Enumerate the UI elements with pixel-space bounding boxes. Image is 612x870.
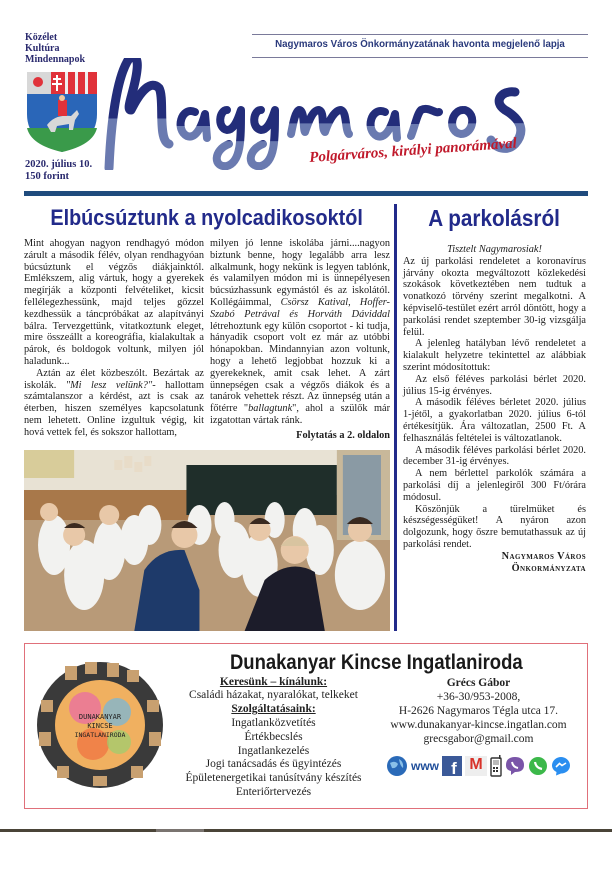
text-run: ", ahol a szülők már izgatottan vártak ránk. [210,403,390,426]
paragraph: Az első féléves parkolási bérlet 2020. július 15-ig érvényes. [403,373,586,397]
messenger-icon[interactable] [551,756,571,776]
logo-text: KINCSE [87,721,113,730]
tagline-line: Kultúra [25,43,60,54]
service-item: Ingatlanközvetítés [231,716,316,729]
service-item: Ingatlankezelés [237,744,310,757]
gmail-letter: M [469,755,483,773]
paragraph: A jelenleg hatályban lévő rendeletet a kialakult helyzetre tekintettel az alábbiak szerint módosítottuk: [403,338,586,373]
ad-title: Dunakanyar Kincse Ingatlaniroda [229,650,523,674]
paragraph: Az új parkolási rendeletet a koronavírus járvány okozta megváltozott közlekedési szokások következtében nem tudtuk a vonatkozó törvény szerint megalkotni. A képviselő-testület ezért arról döntött, hogy a parkolási rendet szeptember 30-ig vizsgálja felül. [403,255,586,338]
facebook-letter: f [451,758,457,776]
quote: ballagtunk [248,403,293,415]
contact-icons [386,755,571,777]
ad-contact [390,676,566,747]
service-item: Értékbecslés [244,730,303,743]
ad-contact-area [380,676,577,777]
facebook-icon[interactable] [442,756,462,776]
article-left-col2 [210,238,390,442]
service-item: Enteriőrtervezés [235,785,312,798]
headline-right-wrap [401,204,588,232]
signature-line: Nagymaros Város [501,550,586,562]
contact-name: Grécs Gábor [446,676,511,689]
contact-email[interactable]: grecsgabor@gmail.com [423,733,534,746]
issue-date: 2020. július 10. [25,159,93,170]
paragraph: A nem bérlettel parkolók számára a parkolási díj a jelenlegiről 300 Ft/órára módosul. [403,468,586,503]
continued-link[interactable]: Folytatás a 2. oldalon [296,429,390,441]
coat-of-arms-icon [25,70,99,154]
paragraph [24,368,204,439]
paragraph: Köszönjük a türelmüket és készségességüket! A nyáron azon dolgozunk, hogy őszre bemutathassuk az új parkolási rendet. [403,503,586,550]
masthead [0,0,612,196]
services-heading: Szolgáltatásaink: [231,703,316,716]
tagline-line: Mindennapok [25,54,86,65]
names: Csörsz Katival, Hoffer-Szabó Petrával és Horváth Dáviddal [210,296,390,320]
text-run: Aztán az élet közbeszólt. Bezártak az iskolák. [24,367,204,391]
graduation-photo [24,450,390,631]
paragraph [210,238,390,427]
masthead-slogan: Polgárváros, királyi panorámával [308,135,518,167]
front-page-articles [24,204,588,631]
ad-title-wrap [175,650,577,676]
viber-icon[interactable] [505,756,525,776]
headline-left: Elbúcsúztunk a nyolcadikosoktól [50,205,364,230]
masthead-subtitle: Nagymaros Város Önkormányzatának havonta megjelenő lapja [275,39,565,50]
headline-left-wrap [24,204,390,232]
text-run: milyen jó lenne iskolába járni....nagyon biztunk benne, hogy legalább arra lesz alkalmunk, hogy nekünk is legyen tablónk, és valamilyen módon mi is ünnepélyesen búcsúzhassunk egymástól és az iskolától. Kollégáimmal, [210,238,390,308]
masthead-tagline [25,32,85,65]
signature-line: Önkormányzata [511,562,586,574]
paragraph: A második féléves parkolási bérlet 2020. december 31-ig érvényes. [403,444,586,468]
phone-icon[interactable] [490,755,502,777]
quote: "Mi lesz velünk?" [65,379,153,391]
headline-right: A parkolásról [428,205,561,231]
masthead-divider [24,191,588,196]
whatsapp-icon[interactable] [528,756,548,776]
text-run: létrehoztunk egy külön csoportot - ki tudja, hányadik csoport volt ez már az utóbbi hónapokban. Mindannyian azon voltunk, hogy a lehető legjobbat hozzuk ki a gyerekeknek, amit csak lehet. A zárt ünnepségen csak a végzős diákok és a tanárok vehettek részt. Az ünnepség után a főtérre " [210,320,390,415]
ad-services [175,676,372,800]
greeting: Tisztelt Nagymarosiak! [447,244,542,255]
paragraph: Mint ahogyan nagyon rendhagyó módon zárult a második félév, olyan rendhagyóan búcsúztunk el végzős diákjainktól. Emlékszem, alig vártuk, hogy a gyerekek megírják a központi felvételiket, kicsit fellélegezhessünk, majd teljes gőzzel kezdhessük a táncpróbákat az alapítványi bálra. Tervezgettünk, vitatkoztunk eleget, mire összeállt a koreográfia, kialakultak a párok, és boldogok voltunk, milyen jól haladunk... [24,238,204,367]
article-right-body [401,244,588,574]
search-heading: Keresünk – kínálunk: [219,675,328,688]
issue-info [25,159,92,183]
text-run: - hallottam számtalanszor a kérdést, azt is csak az éterben, hiszen személyes kapcsolatunk nem lehetett. Online izgultuk végig, kit hová vettek fel, és sokszor hallottam, [24,379,204,438]
horizontal-scrollbar[interactable] [0,829,612,832]
contact-phone[interactable]: +36-30/953-2008, [436,690,521,703]
service-item: Jogi tanácsadás és ügyintézés [205,758,342,771]
globe-icon[interactable] [386,755,408,777]
paragraph: A második féléves bérletet 2020. július 1-jétől, a gyakorlatban 2020. július 6-tól értékesítjük. Ára változatlan, 2500 Ft. A felhasználás feltételei is változatlanok. [403,397,586,444]
advertisement-box [24,643,588,809]
www-label[interactable]: www [410,758,439,773]
real-estate-logo [35,660,165,790]
logo-text: DUNAKANYAR [78,712,122,721]
search-text: Családi házakat, nyaralókat, telkeket [189,689,358,702]
article-right [401,204,588,631]
article-left [24,204,390,631]
article-left-col1 [24,238,204,442]
service-item: Épületenergetikai tanúsítvány készítés [185,772,362,785]
contact-address: H-2626 Nagymaros Tégla utca 17. [398,704,559,717]
logo-text: INGATLANIRODA [74,730,126,739]
scrollbar-thumb[interactable] [156,829,204,832]
issue-price: 150 forint [25,171,70,182]
gmail-icon[interactable] [465,756,487,776]
column-divider [394,204,397,631]
tagline-line: Közélet [25,32,58,43]
article-left-columns [24,238,390,442]
contact-website[interactable]: www.dunakanyar-kincse.ingatlan.com [390,719,567,732]
